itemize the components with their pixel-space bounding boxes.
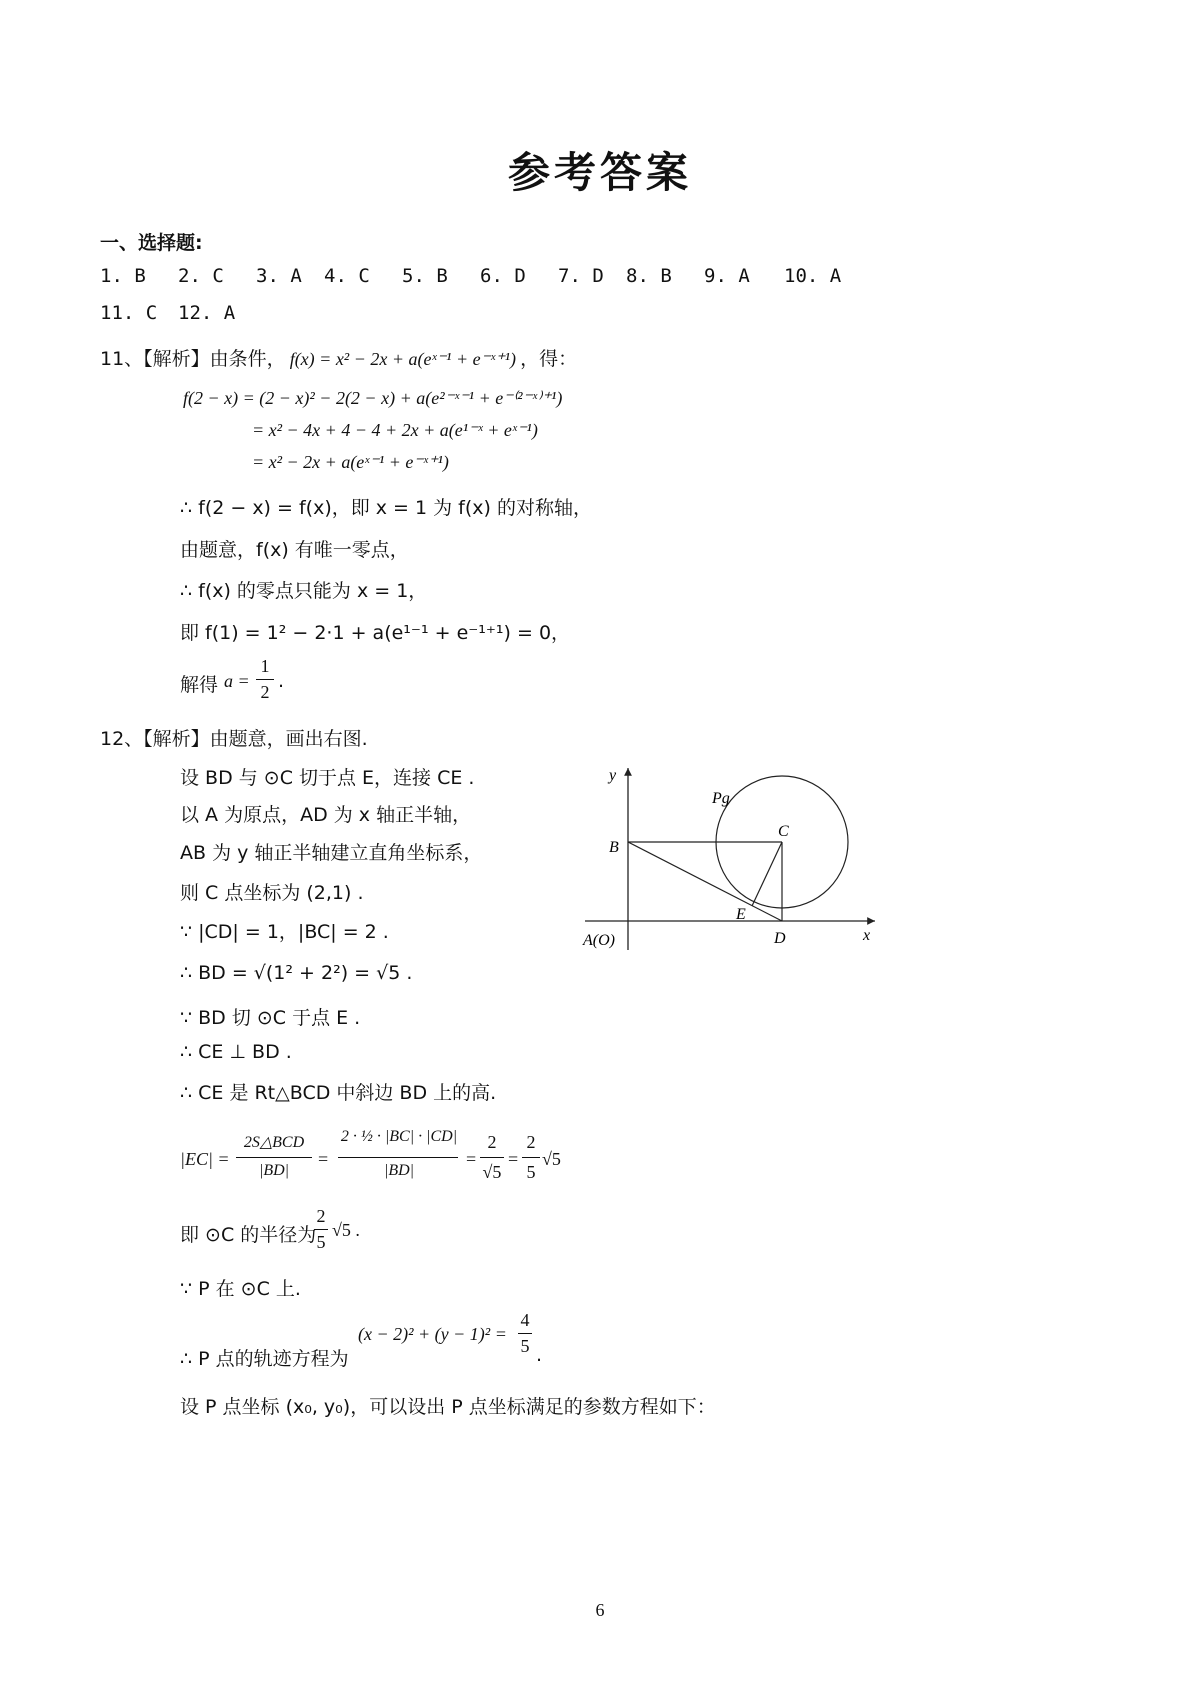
ec-eq: =	[318, 1149, 329, 1169]
label-c: C	[778, 823, 789, 840]
q12-l12-eq: (x − 2)² + (y − 1)² =	[358, 1324, 507, 1344]
q12-heading: 12、【解析】由题意，画出右图.	[100, 728, 368, 750]
label-b: B	[609, 839, 619, 856]
q11-l5-end: .	[278, 670, 285, 692]
page-number: 6	[595, 1600, 605, 1620]
q11-l5-num: 1	[260, 656, 270, 676]
answer-item: 11. C	[100, 302, 158, 324]
q12-line10	[180, 1208, 440, 1258]
section-heading: 一、选择题:	[100, 232, 203, 254]
answer-item: 2. C	[178, 265, 224, 287]
q12-line9: ∴ CE 是 Rt△BCD 中斜边 BD 上的高.	[180, 1082, 497, 1104]
q12-l12-pre: ∴ P 点的轨迹方程为	[180, 1348, 349, 1370]
ec-eq-2: =	[466, 1149, 477, 1169]
q11-line2: 由题意，f(x) 有唯一零点，	[180, 539, 409, 561]
q12-line8: ∴ CE ⊥ BD .	[180, 1041, 292, 1063]
q12-l12-den: 5	[520, 1336, 530, 1356]
ec-f1-num: 2S△BCD	[243, 1134, 305, 1151]
label-ao: A(O)	[583, 932, 615, 949]
answer-item: 12. A	[178, 302, 236, 324]
label-p: Pg	[712, 790, 730, 807]
q12-l10-end: √5 .	[332, 1220, 360, 1240]
answer-item: 7. D	[558, 265, 604, 287]
q12-line2: 以 A 为原点，AD 为 x 轴正半轴，	[180, 804, 472, 826]
q12-line4: 则 C 点坐标为 (2,1) .	[180, 882, 364, 904]
q11-l5-pre: 解得	[180, 674, 219, 696]
label-d: D	[774, 930, 786, 947]
coordinate-figure	[575, 760, 895, 960]
answer-item: 8. B	[626, 265, 672, 287]
q11-line4: 即 f(1) = 1² − 2·1 + a(e¹⁻¹ + e⁻¹⁺¹) = 0，	[180, 622, 571, 644]
page-title: 参考答案	[507, 148, 692, 197]
answer-item: 6. D	[480, 265, 526, 287]
ec-sqrt5: √5	[542, 1149, 561, 1169]
ec-lhs: |EC| =	[180, 1149, 230, 1169]
fraction-bar	[518, 1333, 532, 1334]
q12-l10-pre: 即 ⊙C 的半径为	[180, 1224, 317, 1246]
ec-f3-num: 2	[487, 1132, 497, 1152]
q12-l10-num: 2	[316, 1206, 326, 1226]
q11-fx: f(x) = x² − 2x + a(eˣ⁻¹ + e⁻ˣ⁺¹)	[289, 349, 517, 369]
answer-item: 3. A	[256, 265, 302, 287]
q11-head-text: 11、【解析】由条件，	[100, 348, 286, 370]
fraction-bar	[522, 1157, 540, 1158]
q11-tail: ，得：	[520, 348, 578, 370]
q11-eq3: = x² − 2x + a(eˣ⁻¹ + e⁻ˣ⁺¹)	[252, 452, 449, 472]
ec-eq-3: =	[508, 1149, 519, 1169]
q11-eq1: f(2 − x) = (2 − x)² − 2(2 − x) + a(e²⁻ˣ⁻¹ + e⁻⁽²⁻ˣ⁾⁺¹)	[183, 388, 563, 408]
q11-line1: ∴ f(2 − x) = f(x)，即 x = 1 为 f(x) 的对称轴，	[180, 497, 592, 519]
q12-line13: 设 P 点坐标 (x₀, y₀)，可以设出 P 点坐标满足的参数方程如下：	[180, 1396, 716, 1418]
q11-heading	[100, 344, 577, 371]
answer-item: 1. B	[100, 265, 146, 287]
q12-line11: ∵ P 在 ⊙C 上.	[180, 1278, 301, 1300]
q12-line3: AB 为 y 轴正半轴建立直角坐标系，	[180, 842, 483, 864]
segment-ce	[752, 842, 782, 906]
q12-line6: ∴ BD = √(1² + 2²) = √5 .	[180, 962, 413, 984]
q11-line3: ∴ f(x) 的零点只能为 x = 1，	[180, 580, 428, 602]
label-y: y	[609, 767, 617, 784]
ec-f4-num: 2	[526, 1132, 536, 1152]
ec-f1-den: |BD|	[258, 1162, 290, 1179]
ec-f3-den: √5	[482, 1162, 502, 1182]
fraction-bar	[480, 1157, 504, 1158]
q11-l5-a: a =	[224, 671, 250, 691]
q12-line7: ∵ BD 切 ⊙C 于点 E .	[180, 1007, 361, 1029]
q12-l12-end: .	[536, 1344, 543, 1366]
q12-l12-num: 4	[520, 1310, 530, 1330]
q12-l10-den: 5	[316, 1232, 326, 1252]
answer-item: 9. A	[704, 265, 750, 287]
q12-line5: ∵ |CD| = 1，|BC| = 2 .	[180, 921, 389, 943]
ec-f2-num: 2 · ½ · |BC| · |CD|	[340, 1128, 458, 1145]
fraction-bar	[338, 1157, 458, 1158]
q11-eq2: = x² − 4x + 4 − 4 + 2x + a(e¹⁻ˣ + eˣ⁻¹)	[252, 420, 538, 440]
answer-item: 10. A	[784, 265, 842, 287]
ec-formula	[180, 1124, 600, 1194]
label-e: E	[736, 906, 746, 923]
q12-line1: 设 BD 与 ⊙C 切于点 E，连接 CE .	[180, 767, 475, 789]
q12-line12	[180, 1310, 580, 1372]
label-x: x	[863, 927, 871, 944]
answer-item: 5. B	[402, 265, 448, 287]
segment-bd	[628, 842, 782, 921]
fraction-bar	[314, 1229, 328, 1230]
fraction-bar	[256, 679, 274, 680]
ec-f4-den: 5	[526, 1162, 536, 1182]
ec-f2-den: |BD|	[383, 1162, 415, 1179]
answer-item: 4. C	[324, 265, 370, 287]
q11-l5-den: 2	[260, 682, 270, 702]
fraction-bar	[236, 1157, 312, 1158]
